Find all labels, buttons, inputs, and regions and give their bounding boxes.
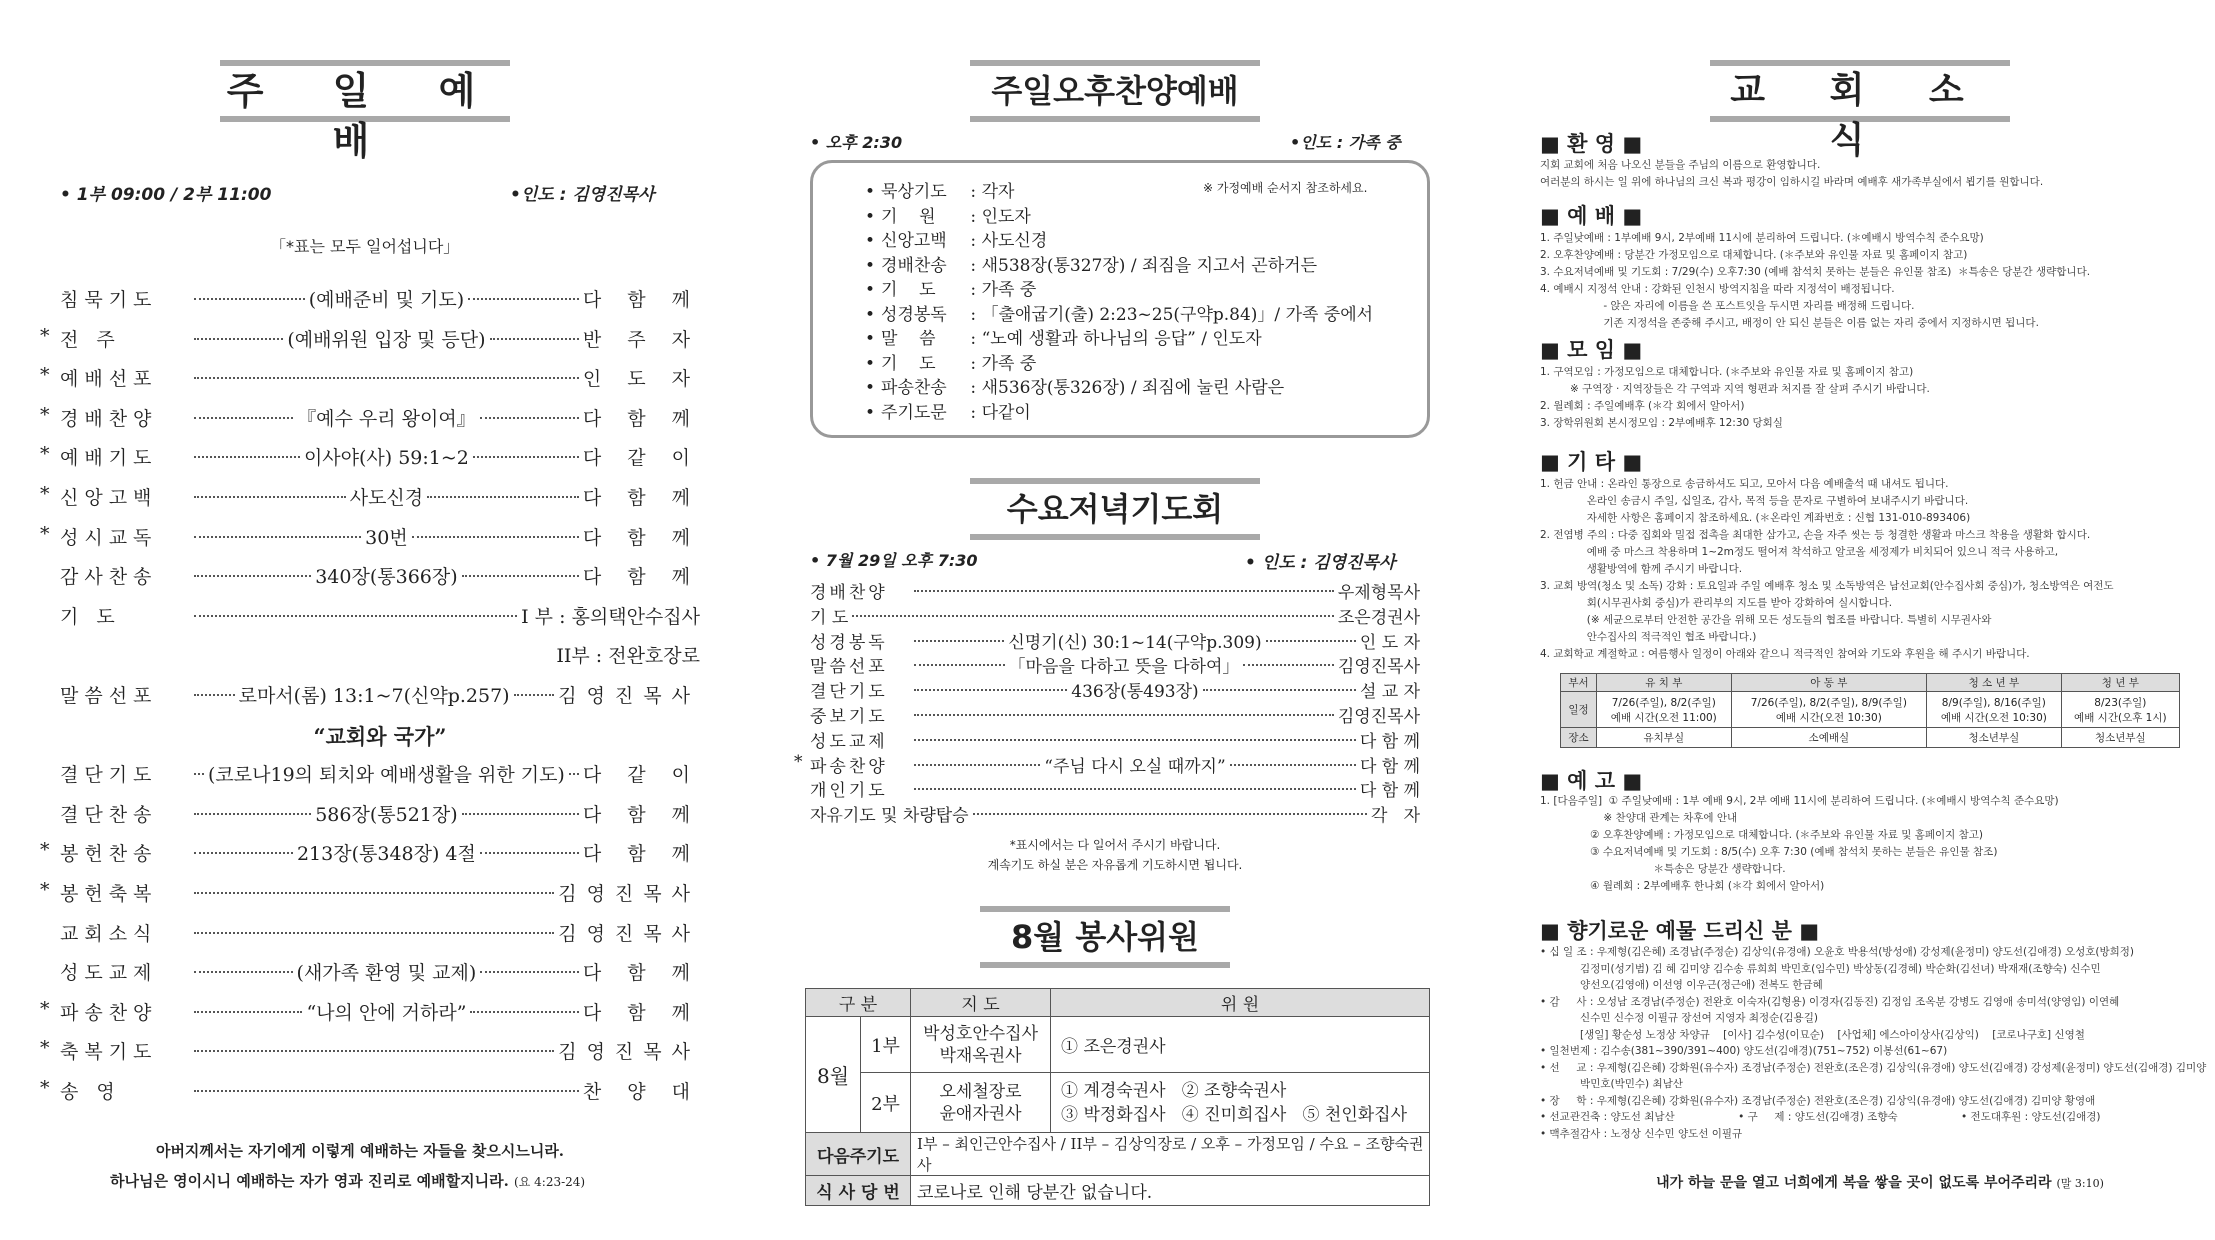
notice-line: • 일천번제 : 김수송(381~390/391~400) 양도선(김애경)(751~752) 이봉선(61~67): [1540, 1045, 1948, 1057]
worship-order-row: [40, 1037, 700, 1073]
item-text: 새536장(통326장) / 죄짐에 눌린 사람은: [981, 378, 1285, 398]
camp-header-cell: 청 년 부: [2061, 674, 2179, 692]
standing-note: 「*표는 모두 일어섭니다」: [270, 237, 460, 256]
item-text: 새538장(통327장) / 죄짐을 지고서 곤하거든: [981, 255, 1317, 276]
prayer-order-row: [810, 603, 1420, 627]
afternoon-order-item: • 주기도문 : 다같이: [865, 398, 1031, 423]
closing-verse: 내가 하늘 문을 열고 너희에게 복을 쌓을 곳이 없도록 부어주리라 (말 3:10): [1656, 1175, 2104, 1191]
item-label: 기 원: [881, 206, 936, 227]
camp-row-label: 일정: [1561, 692, 1597, 728]
order-person: 다 함 께: [582, 962, 700, 985]
camp-place-cell: 유치부실: [1597, 728, 1732, 748]
notice-line: 2. 오후찬양예배 : 당분간 가정모임으로 대체합니다. (＊주보와 유인물 자료 및 홈페이지 참고): [1540, 249, 1968, 261]
prayer-order-row: [810, 578, 1420, 602]
order-label: 결단기도: [60, 764, 158, 787]
worship-heading: ■ 예 배 ■: [1540, 204, 1643, 228]
notice-line: [생일] 황순성 노정상 차양규 [이사] 김수성(이묘순) [사업체] 에스아이상사(김상익) [코로나구호] 신영철: [1540, 1028, 2085, 1041]
afternoon-order-item: • 묵상기도 : 각자: [865, 177, 1014, 202]
afternoon-order-item: • 기 원 : 인도자: [865, 202, 1031, 227]
notice-line: 생활방역에 함께 주시기 바랍니다.: [1540, 563, 1743, 575]
order-person: 김영진목사: [558, 1041, 700, 1064]
camp-place-cell: 소예배실: [1731, 728, 1926, 748]
notice-line: 1. [다음주일] ① 주일낮예배 : 1부 예배 9시, 2부 예배 11시에 분리하여 드립니다. (＊예배시 방역수칙 준수요망): [1540, 795, 2059, 807]
standing-mark: *: [40, 839, 50, 862]
order-person: 다 같 이: [582, 447, 700, 470]
camp-header-cell: 아 동 부: [1731, 674, 1926, 692]
item-text: 다같이: [981, 402, 1031, 423]
notice-line: 1. 주일낮예배 : 1부예배 9시, 2부예배 11시에 분리하여 드립니다. (＊예배시 방역수칙 준수요망): [1540, 232, 1984, 244]
prayer-order-row: [794, 751, 1421, 777]
order-person: 김영진목사: [558, 685, 700, 707]
order-label: 감사찬송: [60, 566, 158, 589]
prayer-order-row: [810, 652, 1420, 676]
order-label: 기 도: [60, 605, 121, 628]
afternoon-and-wednesday-column: [790, 0, 1440, 1240]
notice-line: • 선 교 : 우제형(김은혜) 강화원(유수자) 조경남(주정순) 전완호(조은경) 김상익(유경애) 양도선(김애경) 강성제(윤정미) 양도선(김애경) 김미양: [1540, 1061, 2207, 1074]
order-label: 성도교제: [810, 731, 888, 752]
notice-line: 3. 수요저녁예배 및 기도회 : 7/29(수) 오후7:30 (예배 참석치 못하는 분들은 유인물 참조) ＊특송은 당분간 생략합니다.: [1540, 266, 2091, 278]
part2-cell: 2부: [861, 1073, 911, 1133]
order-detail: “주님 다시 오실 때까지”: [1044, 756, 1226, 777]
notice-line: 지회 교회에 처음 나오신 분들을 주님의 이름으로 환영합니다.: [1540, 159, 1821, 171]
order-detail: 30번: [365, 526, 408, 549]
standing-mark: *: [40, 364, 50, 387]
order-person: I 부 : 홍의택안수집사: [521, 605, 700, 628]
order-person: 반 주 자: [582, 328, 701, 351]
month-cell: 8월: [806, 1017, 861, 1133]
notice-line: 1. 구역모임 : 가정모임으로 대체합니다. (＊주보와 유인물 자료 및 홈페이지 참고): [1540, 366, 1914, 378]
notice-line: 3. 교회 방역(청소 및 소독) 강화 : 토요일과 주일 예배후 청소 및 소독방역은 남선교회(안수집사회 중심)가, 청소방역은 여전도: [1540, 580, 2114, 592]
order-person: 다 함 께: [582, 407, 700, 430]
notice-line: (※ 세균으로부터 안전한 공간을 위해 모든 성도들의 협조를 바랍니다. 특별히 시무권사와: [1540, 614, 1992, 626]
afternoon-time: • 오후 2:30: [810, 133, 903, 152]
wednesday-prayer-title: 수요저녁기도회: [970, 478, 1260, 540]
notice-line: - 앉은 자리에 이름을 쓴 포스트잇을 두시면 자리를 배정해 드립니다.: [1540, 300, 1915, 312]
afternoon-order-item: • 파송찬송 : 새536장(통326장) / 죄짐에 눌린 사람은: [865, 373, 1284, 398]
order-detail: (새가족 환영 및 교제): [296, 962, 477, 985]
order-label: 자유기도 및 차량탑승: [810, 806, 969, 827]
notice-line: ③ 수요저녁예배 및 기도회 : 8/5(수) 오후 7:30 (예배 참석치 못하는 분들은 유인물 참조): [1540, 846, 1998, 858]
afternoon-leader: •인도 : 가족 중: [1290, 133, 1401, 152]
notice-line: 안수집사의 적극적인 협조 바랍니다.): [1540, 631, 1757, 643]
afternoon-worship-title: 주일오후찬양예배: [970, 60, 1260, 122]
part1-members: ① 조은경권사: [1051, 1017, 1430, 1073]
standing-mark: *: [40, 483, 50, 505]
order-person: 다 함 께: [582, 566, 701, 589]
notice-line: 회(시무권사회 중심)가 관리부의 지도를 받아 강화하여 실시합니다.: [1540, 597, 1893, 609]
order-person: 우제형목사: [1337, 583, 1420, 603]
summer-school-table: [1560, 673, 2180, 748]
notice-line: 4. 교회학교 계절학교 : 여름행사 일정이 아래와 같으니 적극적인 참여와 기도와 후원을 해 주시기 바랍니다.: [1540, 648, 2030, 660]
item-label: 기 도: [881, 280, 936, 300]
afternoon-order-item: • 말 씀 : “노예 생활과 하나님의 응답” / 인도자: [865, 324, 1262, 349]
worship-order-row: [60, 681, 700, 717]
order-label: 교회소식: [60, 922, 158, 945]
closing-verse-ref: (말 3:10): [2056, 1177, 2104, 1190]
notice-line: 김정미(성기범) 김 혜 김미양 김수송 류희희 박민호(임수민) 박상동(김경혜) 박순화(김선녀) 박재재(조향숙) 신수민: [1540, 962, 2101, 975]
notice-line: • 선교관건축 : 양도선 최남산 • 구 제 : 양도선(김애경) 조향숙 • 전도대후원 : 양도선(김애경): [1540, 1111, 2101, 1123]
th-division: 구 분: [806, 989, 911, 1017]
other-heading: ■ 기 타 ■: [1540, 450, 1643, 474]
order-person: 다 함 께: [582, 487, 701, 509]
order-person: II부 : 전완호장로: [556, 645, 700, 668]
order-detail: 신명기(신) 30:1~14(구약p.309): [1008, 632, 1262, 653]
order-detail: 340장(통366장): [315, 566, 458, 589]
notice-line: • 맥추절감사 : 노정상 신수민 양도선 이필규: [1540, 1127, 1743, 1140]
scripture-line-2: 하나님은 영이시니 예배하는 자가 영과 진리로 예배할지니라. (요 4:23-24): [110, 1172, 586, 1190]
standing-mark: *: [40, 324, 50, 347]
worship-order-row: [40, 403, 700, 440]
order-detail: 사도신경: [349, 487, 424, 509]
part1-cell: 1부: [861, 1017, 911, 1073]
scripture-ref: (요 4:23-24): [514, 1175, 586, 1189]
worship-order-row: [60, 285, 700, 321]
wednesday-leader: • 인도 : 김영진목사: [1245, 553, 1396, 573]
order-label: 봉헌축복: [60, 883, 158, 905]
camp-place-cell: 청소년부실: [2061, 728, 2179, 748]
order-label: 중보기도: [810, 707, 888, 727]
order-label: 결단기도: [810, 682, 888, 703]
order-detail: 586장(통521장): [315, 803, 458, 826]
order-person: 다 함 께: [1359, 781, 1420, 802]
order-label: 말씀선포: [60, 685, 158, 707]
item-label: 묵상기도: [881, 182, 947, 202]
sermon-title: “교회와 국가”: [313, 723, 447, 749]
standing-mark: *: [40, 879, 50, 901]
notice-line: 예배 중 마스크 착용하며 1~2m정도 떨어져 착석하고 알코올 세정제가 비치되어 있으니 적극 사용하고,: [1540, 546, 2059, 558]
order-person: 다 함 께: [582, 1001, 701, 1024]
order-person: 다 함 께: [1359, 731, 1420, 752]
worship-order-row: [40, 997, 701, 1034]
order-person: 다 함 께: [582, 526, 700, 549]
standing-mark: *: [40, 997, 50, 1020]
camp-header-cell: 유 치 부: [1597, 674, 1732, 692]
prayer-order-row: [810, 702, 1420, 726]
camp-place-cell: 청소년부실: [1927, 728, 2062, 748]
item-text: 가족 중: [981, 353, 1037, 374]
order-person: 인 도 자: [582, 368, 700, 391]
prayer-order-row: [810, 801, 1420, 825]
volunteers-title: 8월 봉사위원: [980, 906, 1230, 968]
worship-order-row: [40, 483, 701, 519]
order-label: 예배기도: [60, 447, 158, 470]
order-label: 봉헌찬송: [60, 843, 158, 866]
standing-mark: *: [40, 403, 50, 426]
scripture-line-1: 아버지께서는 자기에게 이렇게 예배하는 자들을 찾으시느니라.: [155, 1142, 565, 1160]
notice-line: 자세한 사항은 홈페이지 참조하세요. (＊온라인 계좌번호 : 신협 131-010-893406): [1540, 512, 1971, 524]
camp-header-cell: 청 소 년 부: [1927, 674, 2062, 692]
prayer-note-2: 계속기도 하실 분은 자유롭게 기도하시면 됩니다.: [987, 858, 1243, 872]
order-label: 결단찬송: [60, 803, 158, 826]
meal-duty-label: 식 사 당 번: [806, 1176, 911, 1206]
order-detail: 436장(통493장): [1071, 682, 1199, 703]
camp-row-label: 장소: [1561, 728, 1597, 748]
church-news-title: 교 회 소 식: [1710, 60, 2010, 122]
th-guide: 지 도: [911, 989, 1051, 1017]
worship-order-row: [40, 879, 700, 915]
item-label: 주기도문: [881, 402, 947, 423]
item-text: 각자: [981, 182, 1015, 202]
standing-mark: *: [40, 522, 50, 545]
order-label: 성경봉독: [810, 632, 888, 653]
next-prayer-text: I부 – 최인근안수집사 / II부 – 김상익장로 / 오후 – 가정모임 / 수요 – 조향숙권사: [911, 1133, 1430, 1176]
order-label: 신앙고백: [60, 487, 158, 509]
order-detail: “나의 안에 거하라”: [306, 1001, 467, 1024]
notice-line: ※ 구역장 · 지역장들은 각 구역과 지역 형편과 처지를 잘 살펴 주시기 바랍니다.: [1540, 383, 1930, 395]
worship-leader: •인도 : 김영진목사: [510, 185, 655, 205]
worship-order-row: [40, 1077, 700, 1113]
worship-order-row: [60, 958, 700, 994]
family-worship-note: ※ 가정예배 순서지 참조하세요.: [1203, 181, 1368, 195]
notice-line: 박민호(박민수) 최남산: [1540, 1078, 1683, 1090]
notice-line: 양선오(김영애) 이선영 이우근(정근애) 전복도 한금혜: [1540, 979, 1823, 991]
sunday-worship-title: 주 일 예 배: [220, 60, 510, 122]
next-prayer-label: 다음주기도: [806, 1133, 911, 1176]
notice-line: 3. 장학위원회 본시정모임 : 2부예배후 12:30 당회실: [1540, 417, 1783, 429]
item-text: 가족 중: [981, 280, 1037, 300]
standing-mark: *: [40, 1077, 50, 1099]
volunteers-table: [805, 988, 1430, 1206]
item-label: 신앙고백: [881, 231, 947, 251]
camp-schedule-cell: 7/26(주일), 8/2(주일), 8/9(주일) 예배 시간(오전 10:30): [1731, 692, 1926, 728]
worship-order-row: [40, 443, 700, 479]
worship-order-row: [40, 839, 700, 875]
order-detail: 로마서(롬) 13:1~7(신약p.257): [238, 685, 510, 707]
wednesday-time: • 7월 29일 오후 7:30: [810, 551, 978, 570]
afternoon-order-item: • 신앙고백 : 사도신경: [865, 226, 1047, 251]
item-label: 파송찬송: [881, 378, 947, 398]
order-detail: 『예수 우리 왕이여』: [297, 407, 476, 430]
notice-line: 여러분의 하시는 일 위에 하나님의 크신 복과 평강이 임하시길 바라며 예배후 새가족부실에서 뵙기를 원합니다.: [1540, 176, 2044, 188]
worship-order-row: [60, 919, 700, 955]
order-label: 성시교독: [60, 526, 158, 549]
worship-order-row: [40, 364, 700, 400]
notice-line: 4. 예배시 지정석 안내 : 강화된 인천시 방역지침을 따라 지정석이 배정됩니다.: [1540, 283, 1895, 295]
item-label: 기 도: [881, 353, 936, 374]
item-label: 경배찬송: [881, 255, 947, 276]
order-person: 설 교 자: [1359, 682, 1421, 703]
worship-time: • 1부 09:00 / 2부 11:00: [60, 185, 272, 205]
order-person: 다 함 께: [582, 803, 701, 826]
order-person: 김영진목사: [1337, 657, 1421, 678]
order-person: 각 자: [1370, 806, 1420, 827]
notice-line: 기존 지정석을 존중해 주시고, 배정이 안 되신 분들은 이름 없는 자리 중에서 지정하시면 됩니다.: [1540, 317, 2039, 329]
notice-line: 신수민 신수정 이필규 장선여 지영자 최정순(김용길): [1540, 1012, 1818, 1024]
notice-line: • 십 일 조 : 우제형(김은혜) 조경남(주정순) 김상익(유경애) 오윤호 박용석(방성애) 강성제(윤정미) 양도선(김애경) 오성호(방희정): [1540, 946, 2134, 958]
item-label: 말 씀: [881, 329, 936, 349]
worship-order-row: [40, 324, 701, 361]
order-detail: 「마음을 다하고 뜻을 다하여」: [1008, 657, 1240, 678]
standing-mark: *: [794, 751, 803, 772]
worship-order-row: [60, 800, 700, 836]
order-detail: (예배위원 입장 및 등단): [287, 328, 486, 351]
church-news-column: [1540, 0, 2207, 1240]
worship-order-row: [60, 562, 700, 598]
order-label: 파송찬양: [810, 756, 888, 777]
notice-line: 2. 전염병 주의 : 다중 집회와 밀접 접촉을 최대한 삼가고, 손을 자주 씻는 등 청결한 생활과 마스크 착용을 생활화 합시다.: [1540, 529, 2091, 541]
prayer-note-1: *표시에서는 다 일어서 주시기 바랍니다.: [1009, 838, 1221, 852]
order-person: 다 같 이: [582, 764, 701, 787]
item-text: 인도자: [981, 206, 1031, 227]
standing-mark: *: [40, 443, 50, 466]
afternoon-order-box: [810, 160, 1430, 438]
order-label: 침묵기도: [60, 289, 158, 311]
worship-order-row: [60, 602, 700, 638]
preview-heading: ■ 예 고 ■: [1540, 769, 1643, 793]
order-person: 다 함 께: [582, 843, 700, 866]
order-label: 전 주: [60, 328, 121, 351]
order-person: 조은경권사: [1337, 607, 1420, 628]
item-label: 성경봉독: [881, 304, 947, 325]
order-detail: (예배준비 및 기도): [308, 289, 465, 311]
order-detail: (코로나19의 퇴치와 예배생활을 위한 기도): [208, 764, 565, 787]
order-label: 경배찬양: [810, 583, 888, 603]
order-person: 김영진목사: [558, 883, 700, 905]
order-detail: 이사야(사) 59:1~2: [303, 447, 469, 470]
order-label: 축복기도: [60, 1041, 158, 1064]
order-person: 인 도 자: [1359, 632, 1420, 653]
afternoon-order-item: • 성경봉독 : 「출애굽기(출) 2:23~25(구약p.84)」/ 가족 중에서: [865, 300, 1373, 325]
order-label: 송 영: [60, 1081, 121, 1103]
order-person: 다 함 께: [582, 289, 701, 311]
afternoon-order-item: • 경배찬송 : 새538장(통327장) / 죄짐을 지고서 곤하거든: [865, 251, 1317, 276]
notice-line: • 감 사 : 오성남 조경남(주정순) 전완호 이숙자(김형용) 이경자(김동진) 김정임 조옥분 강병도 김영애 송미석(양영임) 이연혜: [1540, 995, 2120, 1008]
worship-order-row: [60, 641, 700, 677]
th-members: 위 원: [1051, 989, 1430, 1017]
notice-line: 1. 헌금 안내 : 온라인 통장으로 송금하셔도 되고, 모아서 다음 예배출석 때 내셔도 됩니다.: [1540, 478, 1949, 490]
order-label: 개인기도: [810, 781, 888, 802]
notice-line: 2. 월례회 : 주일예배후 (＊각 회에서 알아서): [1540, 400, 1745, 412]
meal-duty-text: 코로나로 인해 당분간 없습니다.: [911, 1176, 1430, 1206]
order-detail: 213장(통348장) 4절: [296, 843, 476, 866]
order-person: 다 함 께: [1359, 756, 1421, 777]
camp-schedule-cell: 7/26(주일), 8/2(주일) 예배 시간(오전 11:00): [1597, 692, 1732, 728]
notice-line: ※ 찬양대 관계는 차후에 안내: [1540, 812, 1738, 824]
prayer-order-row: [810, 776, 1420, 800]
notice-line: ④ 월례회 : 2부예배후 한나회 (＊각 회에서 알아서): [1540, 880, 1825, 892]
meetings-heading: ■ 모 임 ■: [1540, 338, 1643, 362]
standing-mark: *: [40, 1037, 50, 1060]
offering-heading: ■ 향기로운 예물 드리신 분 ■: [1540, 919, 1820, 943]
part1-guide: 박성호안수집사 박재옥권사: [911, 1017, 1051, 1073]
order-person: 김영진목사: [1337, 707, 1420, 727]
prayer-order-row: [810, 677, 1420, 701]
worship-order-row: [40, 522, 700, 559]
camp-schedule-cell: 8/9(주일), 8/16(주일) 예배 시간(오전 10:30): [1927, 692, 2062, 728]
prayer-order-row: [810, 727, 1420, 751]
order-label: 말씀선포: [810, 657, 888, 678]
prayer-order-row: [810, 628, 1420, 652]
camp-schedule-cell: 8/23(주일) 예배 시간(오후 1시): [2061, 692, 2179, 728]
sunday-worship-column: [30, 0, 701, 1240]
order-person: 김영진목사: [558, 922, 700, 945]
order-label: 예배선포: [60, 368, 158, 391]
item-text: “노예 생활과 하나님의 응답” / 인도자: [981, 329, 1262, 349]
notice-line: 온라인 송금시 주일, 십일조, 감사, 목적 등을 문자로 구별하여 보내주시기 바랍니다.: [1540, 495, 1969, 507]
item-text: 사도신경: [981, 231, 1048, 251]
part2-members: ① 계경숙권사 ② 조향숙권사 ③ 박정화집사 ④ 진미희집사 ⑤ 천인화집사: [1051, 1073, 1430, 1133]
notice-line: ＊특송은 당분간 생략합니다.: [1540, 863, 1786, 875]
notice-line: • 장 학 : 우제형(김은혜) 강화원(유수자) 조경남(주정순) 전완호(조은경) 김상익(유경애) 양도선(김애경) 김미양 황영애: [1540, 1094, 2096, 1107]
notice-line: ② 오후찬양예배 : 가정모임으로 대체합니다. (＊주보와 유인물 자료 및 홈페이지 참고): [1540, 829, 1983, 841]
order-label: 성도교제: [60, 962, 158, 985]
order-person: 찬 양 대: [582, 1081, 700, 1103]
afternoon-order-item: • 기 도 : 가족 중: [865, 275, 1036, 300]
welcome-heading: ■ 환 영 ■: [1540, 132, 1643, 156]
afternoon-order-item: • 기 도 : 가족 중: [865, 349, 1036, 374]
order-label: 경배찬양: [60, 407, 158, 430]
camp-header-cell: 부서: [1561, 674, 1597, 692]
order-label: 파송찬양: [60, 1001, 158, 1024]
worship-order-row: [60, 721, 700, 757]
worship-order-row: [60, 760, 700, 796]
part2-guide: 오세철장로 윤애자권사: [911, 1073, 1051, 1133]
order-label: 기 도: [810, 607, 849, 628]
item-text: 「출애굽기(출) 2:23~25(구약p.84)」/ 가족 중에서: [981, 304, 1374, 325]
